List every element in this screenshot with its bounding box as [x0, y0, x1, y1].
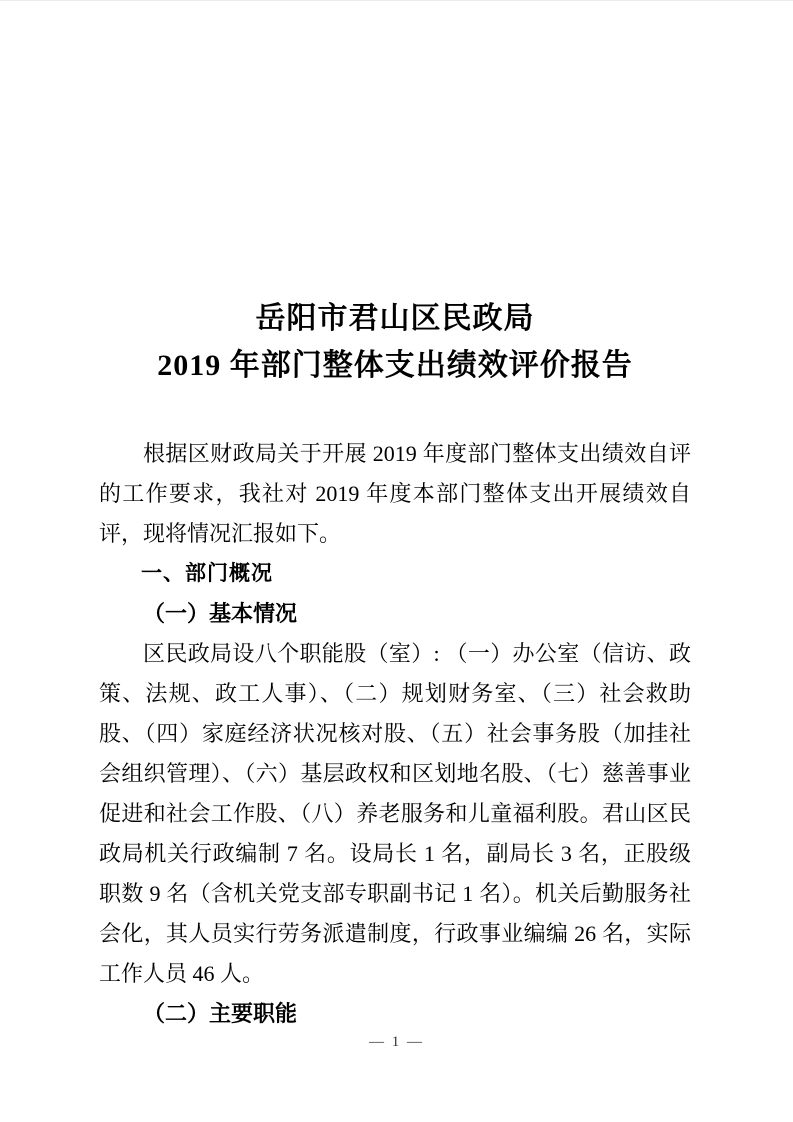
subsection-heading-main-functions: （二）主要职能 [143, 1001, 298, 1026]
intro-paragraph: 根据区财政局关于开展 2019 年度部门整体支出绩效自评的工作要求，我社对 2019 年度本部门整体支出开展绩效自评，现将情况汇报如下。 [99, 441, 691, 546]
page-number: — 1 — [369, 1034, 424, 1050]
subsection-heading-basic-info: （一）基本情况 [143, 601, 298, 626]
document-title [99, 295, 691, 389]
title-line-2: 2019 年部门整体支出绩效评价报告 [157, 349, 633, 382]
basic-info-paragraph: 区民政局设八个职能股（室）: （一）办公室（信访、政策、法规、政工人事）、（二）规划财务室、（三）社会救助股、（四）家庭经济状况核对股、（五）社会事务股（加挂社会组织管理）、（六）基层政权和区划地名股、（七）慈善事业促进和社会工作股、（八）养老服务和儿童福利股。君山区民政局机关行政编制 7 名。设局长 1 名，副局长 3 名，正股级职数 9 名（含机关党支部专职副书记 1 名）。机关后勤服务社会化，其人员实行劳务派遣制度，行政事业编编 26 名，实际工作人员 46 人。 [99, 641, 691, 986]
title-line-1: 岳阳市君山区民政局 [255, 302, 535, 335]
section-heading-overview: 一、部门概况 [141, 562, 273, 585]
document-content [99, 1, 691, 1034]
